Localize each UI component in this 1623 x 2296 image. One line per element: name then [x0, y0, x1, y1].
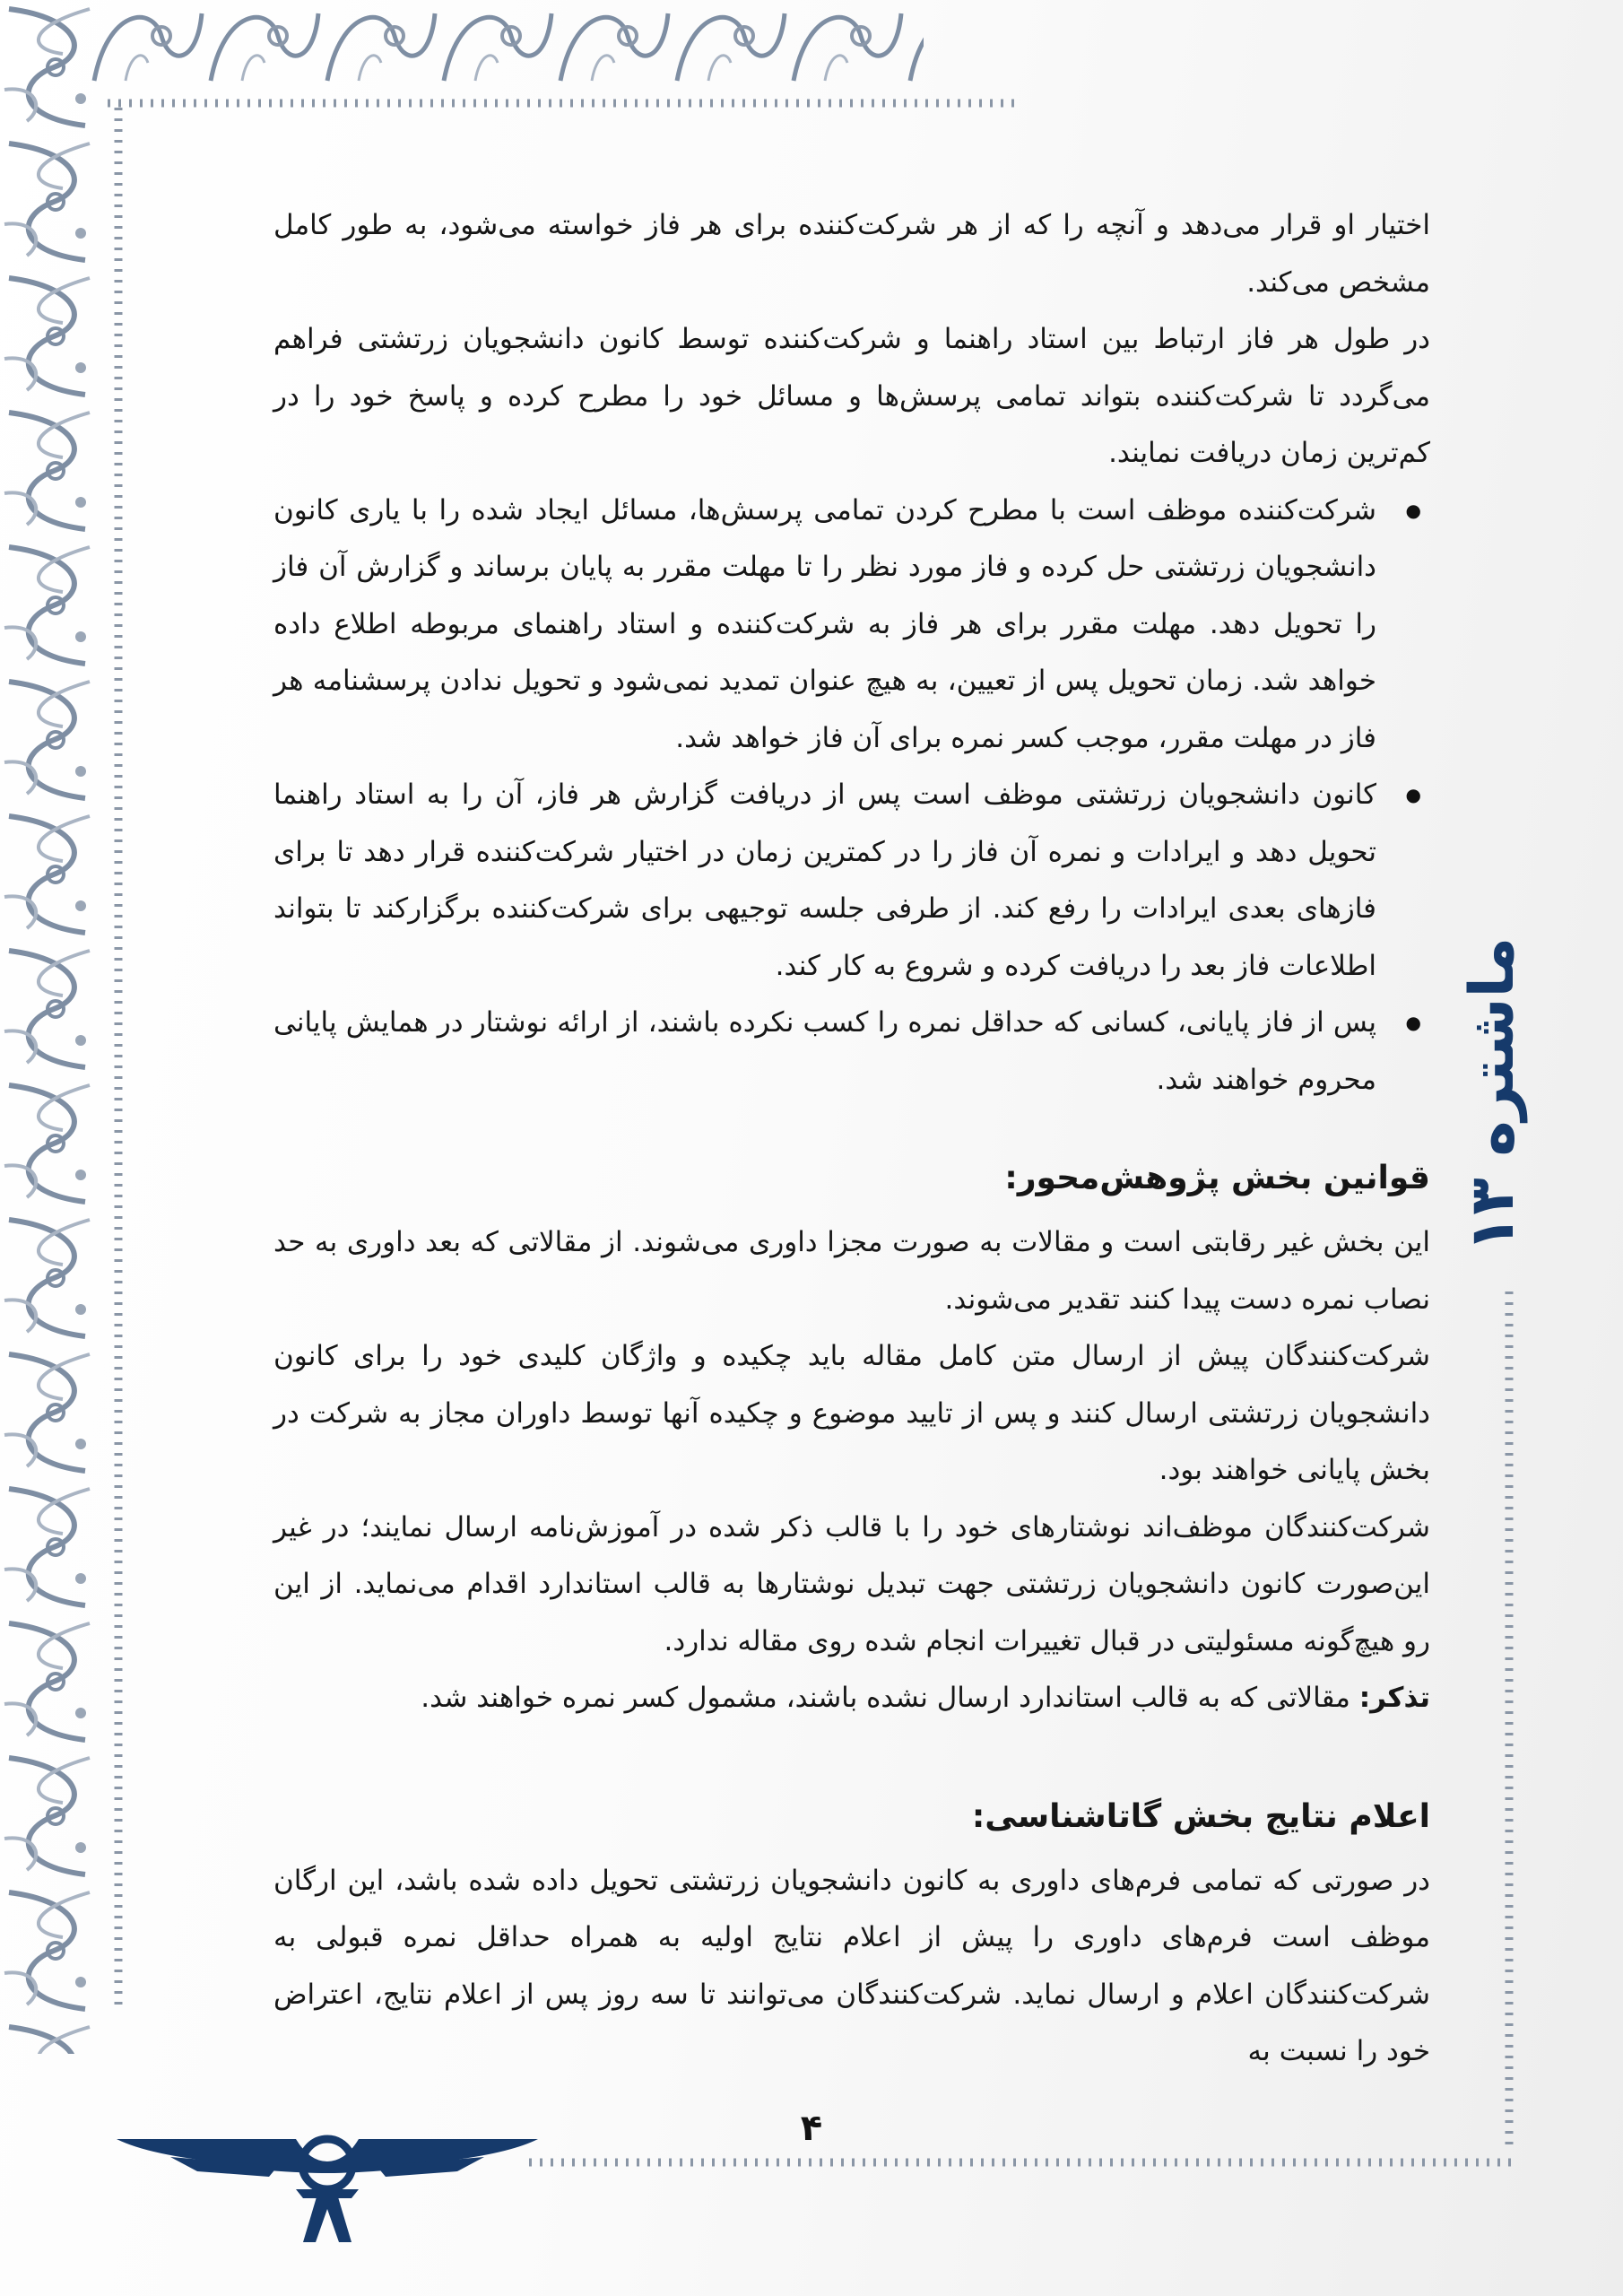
top-dotted-line: [108, 97, 1022, 109]
page-number: ۴: [800, 2108, 823, 2149]
research-paragraph-1: این بخش غیر رقابتی است و مقالات به صورت مجزا داوری می‌شوند. از مقالاتی که بعد داوری به حد نصاب نمره دست پیدا کنند تقدیر می‌شوند.: [273, 1226, 1430, 1316]
left-dotted-line: [112, 108, 125, 2009]
research-paragraph-2: شرکت‌کنندگان پیش از ارسال متن کامل مقاله باید چکیده و واژگان کلیدی خود را برای کانون دانشجویان زرتشتی ارسال کنند و پس از تایید موضوع و چکیده آنها توسط داوران مجاز به شرکت در بخش پایانی خواهند بود.: [273, 1340, 1430, 1486]
top-floral-border: [90, 0, 924, 85]
research-note: [273, 1670, 1430, 1727]
research-paragraph-3: شرکت‌کنندگان موظف‌اند نوشتارهای خود را با قالب ذکر شده در آموزش‌نامه ارسال نمایند؛ در غیر این‌صورت کانون دانشجویان زرتشتی جهت تبدیل نوشتارها به قالب استاندارد اقدام می‌نماید. از این رو هیچ‌گونه مسئولیتی در قبال تغییرات انجام شده روی مقاله ندارد.: [273, 1510, 1430, 1657]
faravahar-emblem-icon: [117, 2121, 538, 2247]
note-text: مقالاتی که به قالب استاندارد ارسال نشده باشند، مشمول کسر نمره خواهند شد.: [421, 1682, 1359, 1714]
right-dotted-line: [1503, 1292, 1515, 2152]
page-content: [273, 197, 1430, 2081]
bullet-item: ● شرکت‌کننده موظف است با مطرح کردن تمامی پرسش‌ها، مسائل ایجاد شده را با یاری کانون دانشجویان زرتشتی حل کرده و فاز مورد نظر را تا مهلت مقرر به پایان برساند و گزارش آن فاز را تحویل دهد. مهلت مقرر برای هر فاز به شرکت‌کننده و استاد راهنمای مربوطه اطلاع داده خواهد شد. زمان تحویل پس از تعیین، به هیچ عنوان تمدید نمی‌شود و تحویل ندادن پرسشنامه هر فاز در مهلت مقرر، موجب کسر نمره برای آن فاز خواهد شد.: [273, 483, 1376, 768]
note-label: تذکر:: [1358, 1682, 1430, 1714]
vertical-event-title: [1426, 915, 1560, 1274]
research-section-heading: قوانین بخش پژوهش‌محور:: [1004, 1160, 1430, 1196]
results-section-heading: اعلام نتایج بخش گاتاشناسی:: [971, 1797, 1430, 1835]
vertical-title-text: ماشتره ۱۳: [1457, 936, 1529, 1252]
bullet-item: ● کانون دانشجویان زرتشتی موظف است پس از دریافت گزارش هر فاز، آن را به استاد راهنما تحویل دهد و ایرادات و نمره آن فاز را در کمترین زمان در اختیار شرکت‌کننده قرار دهد تا برای فازهای بعدی ایرادات را رفع کند. از طرفی جلسه توجیهی برای شرکت‌کننده برگزارکند تا بتواند اطلاعات فاز بعد را دریافت کرده و شروع به کار کند.: [273, 767, 1376, 995]
intro-paragraph-2: در طول هر فاز ارتباط بین استاد راهنما و شرکت‌کننده توسط کانون دانشجویان زرتشتی فراهم می‌گردد تا شرکت‌کننده بتواند تمامی پرسش‌ها و مسائل خود را مطرح کرده و پاسخ خود را در کم‌ترین زمان دریافت نمایند.: [273, 323, 1430, 469]
left-floral-border: [0, 0, 100, 2054]
intro-paragraph-1: اختیار او قرار می‌دهد و آنچه را که از هر شرکت‌کننده برای هر فاز خواسته می‌شود، به طور کامل مشخص می‌کند.: [273, 209, 1430, 299]
results-paragraph-1: در صورتی که تمامی فرم‌های داوری به کانون دانشجویان زرتشتی تحویل داده شده باشد، این ارگان موظف است فرم‌های داوری را پیش از اعلام نتایج اولیه به همراه حداقل نمره قبولی به شرکت‌کنندگان اعلام و ارسال نماید. شرکت‌کنندگان می‌توانند تا سه روز پس از اعلام نتایج، اعتراض خود را نسبت به: [273, 1864, 1430, 2067]
rules-bullet-list: [273, 483, 1430, 1109]
bullet-item: ● پس از فاز پایانی، کسانی که حداقل نمره را کسب نکرده باشند، از ارائه نوشتار در همایش پایانی محروم خواهند شد.: [273, 995, 1376, 1109]
bottom-dotted-line: [529, 2156, 1515, 2169]
